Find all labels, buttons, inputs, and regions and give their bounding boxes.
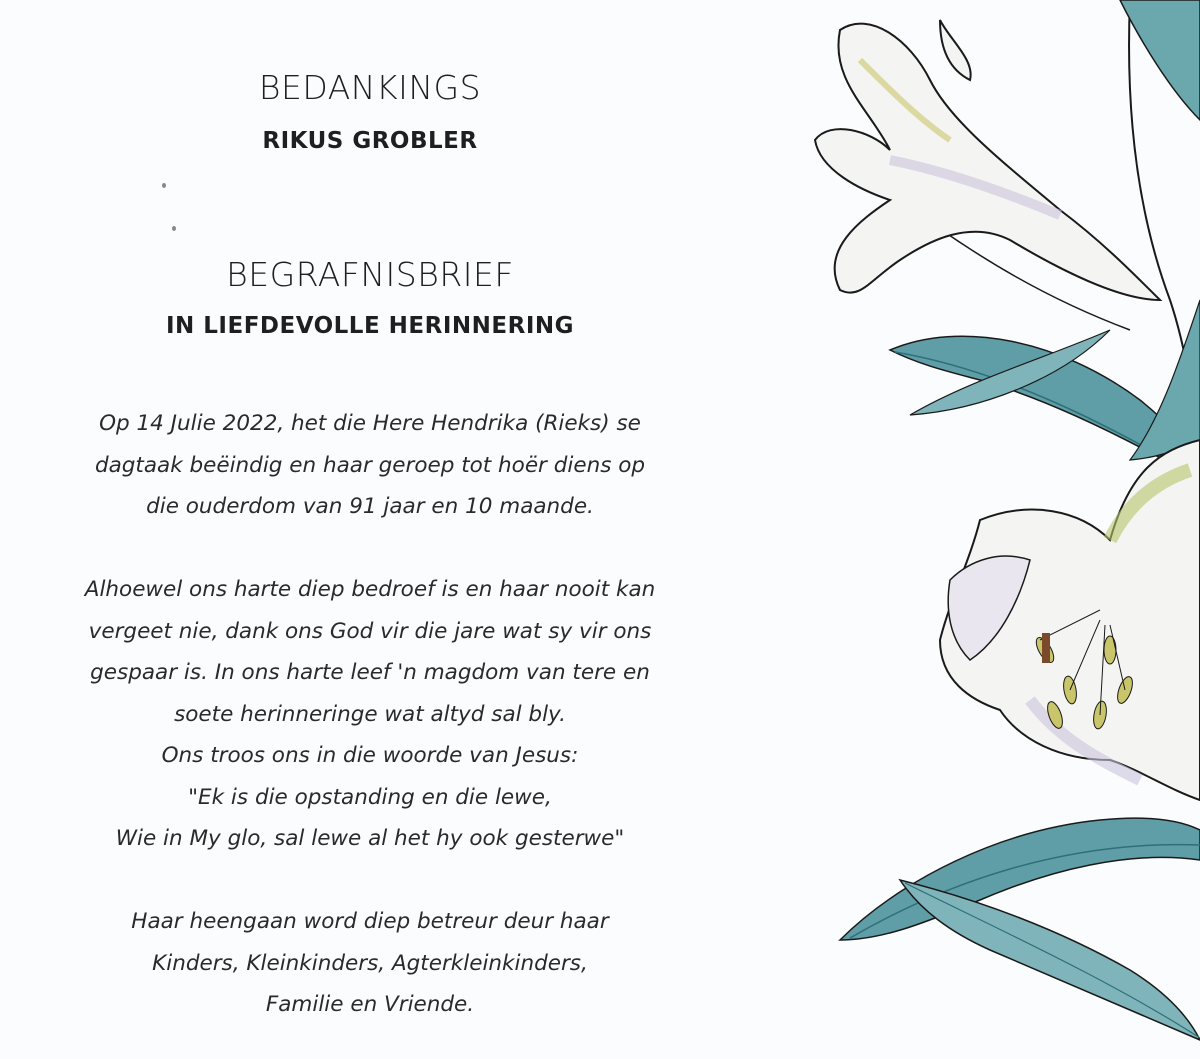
paragraph-line: die ouderdom van 91 jaar en 10 maande. (146, 494, 594, 519)
announcement-paragraph (0, 403, 740, 528)
scan-speck (162, 183, 166, 188)
paragraph-line: gespaar is. In ons harte leef 'n magdom van tere en (90, 660, 650, 685)
paragraph-line: "Ek is die opstanding en die lewe, (188, 784, 552, 810)
person-name: RIKUS GROBLER (262, 128, 478, 154)
paragraph-line: Wie in My glo, sal lewe al het hy ook gesterwe" (115, 826, 625, 851)
condolence-paragraph (0, 569, 740, 860)
paragraph-line: Familie en Vriende. (265, 992, 475, 1017)
paragraph-line: Kinders, Kleinkinders, Agterkleinkinders, (152, 950, 588, 976)
section-subtitle: IN LIEFDEVOLLE HERINNERING (165, 313, 575, 339)
paragraph-line: Op 14 Julie 2022, het die Here Hendrika (Rieks) se (99, 411, 641, 436)
paragraph-line: Haar heengaan word diep betreur deur haar (131, 909, 609, 934)
paragraph-line: vergeet nie, dank ons God vir die jare wat sy vir ons (88, 618, 652, 644)
paragraph-line: Alhoewel ons harte diep bedroef is en haar nooit kan (84, 577, 656, 602)
mourners-paragraph (0, 901, 740, 1026)
paragraph-line: dagtaak beëindig en haar geroep tot hoër diens op (94, 452, 646, 478)
paragraph-line: Ons troos ons in die woorde van Jesus: (161, 743, 579, 768)
scan-speck (172, 226, 176, 231)
page-title: BEDANKINGS (258, 68, 482, 107)
paragraph-line: soete herinneringe wat altyd sal bly. (174, 701, 566, 727)
lily-flower-illustration-icon (800, 0, 1200, 1059)
section-title: BEGRAFNISBRIEF (226, 255, 514, 294)
